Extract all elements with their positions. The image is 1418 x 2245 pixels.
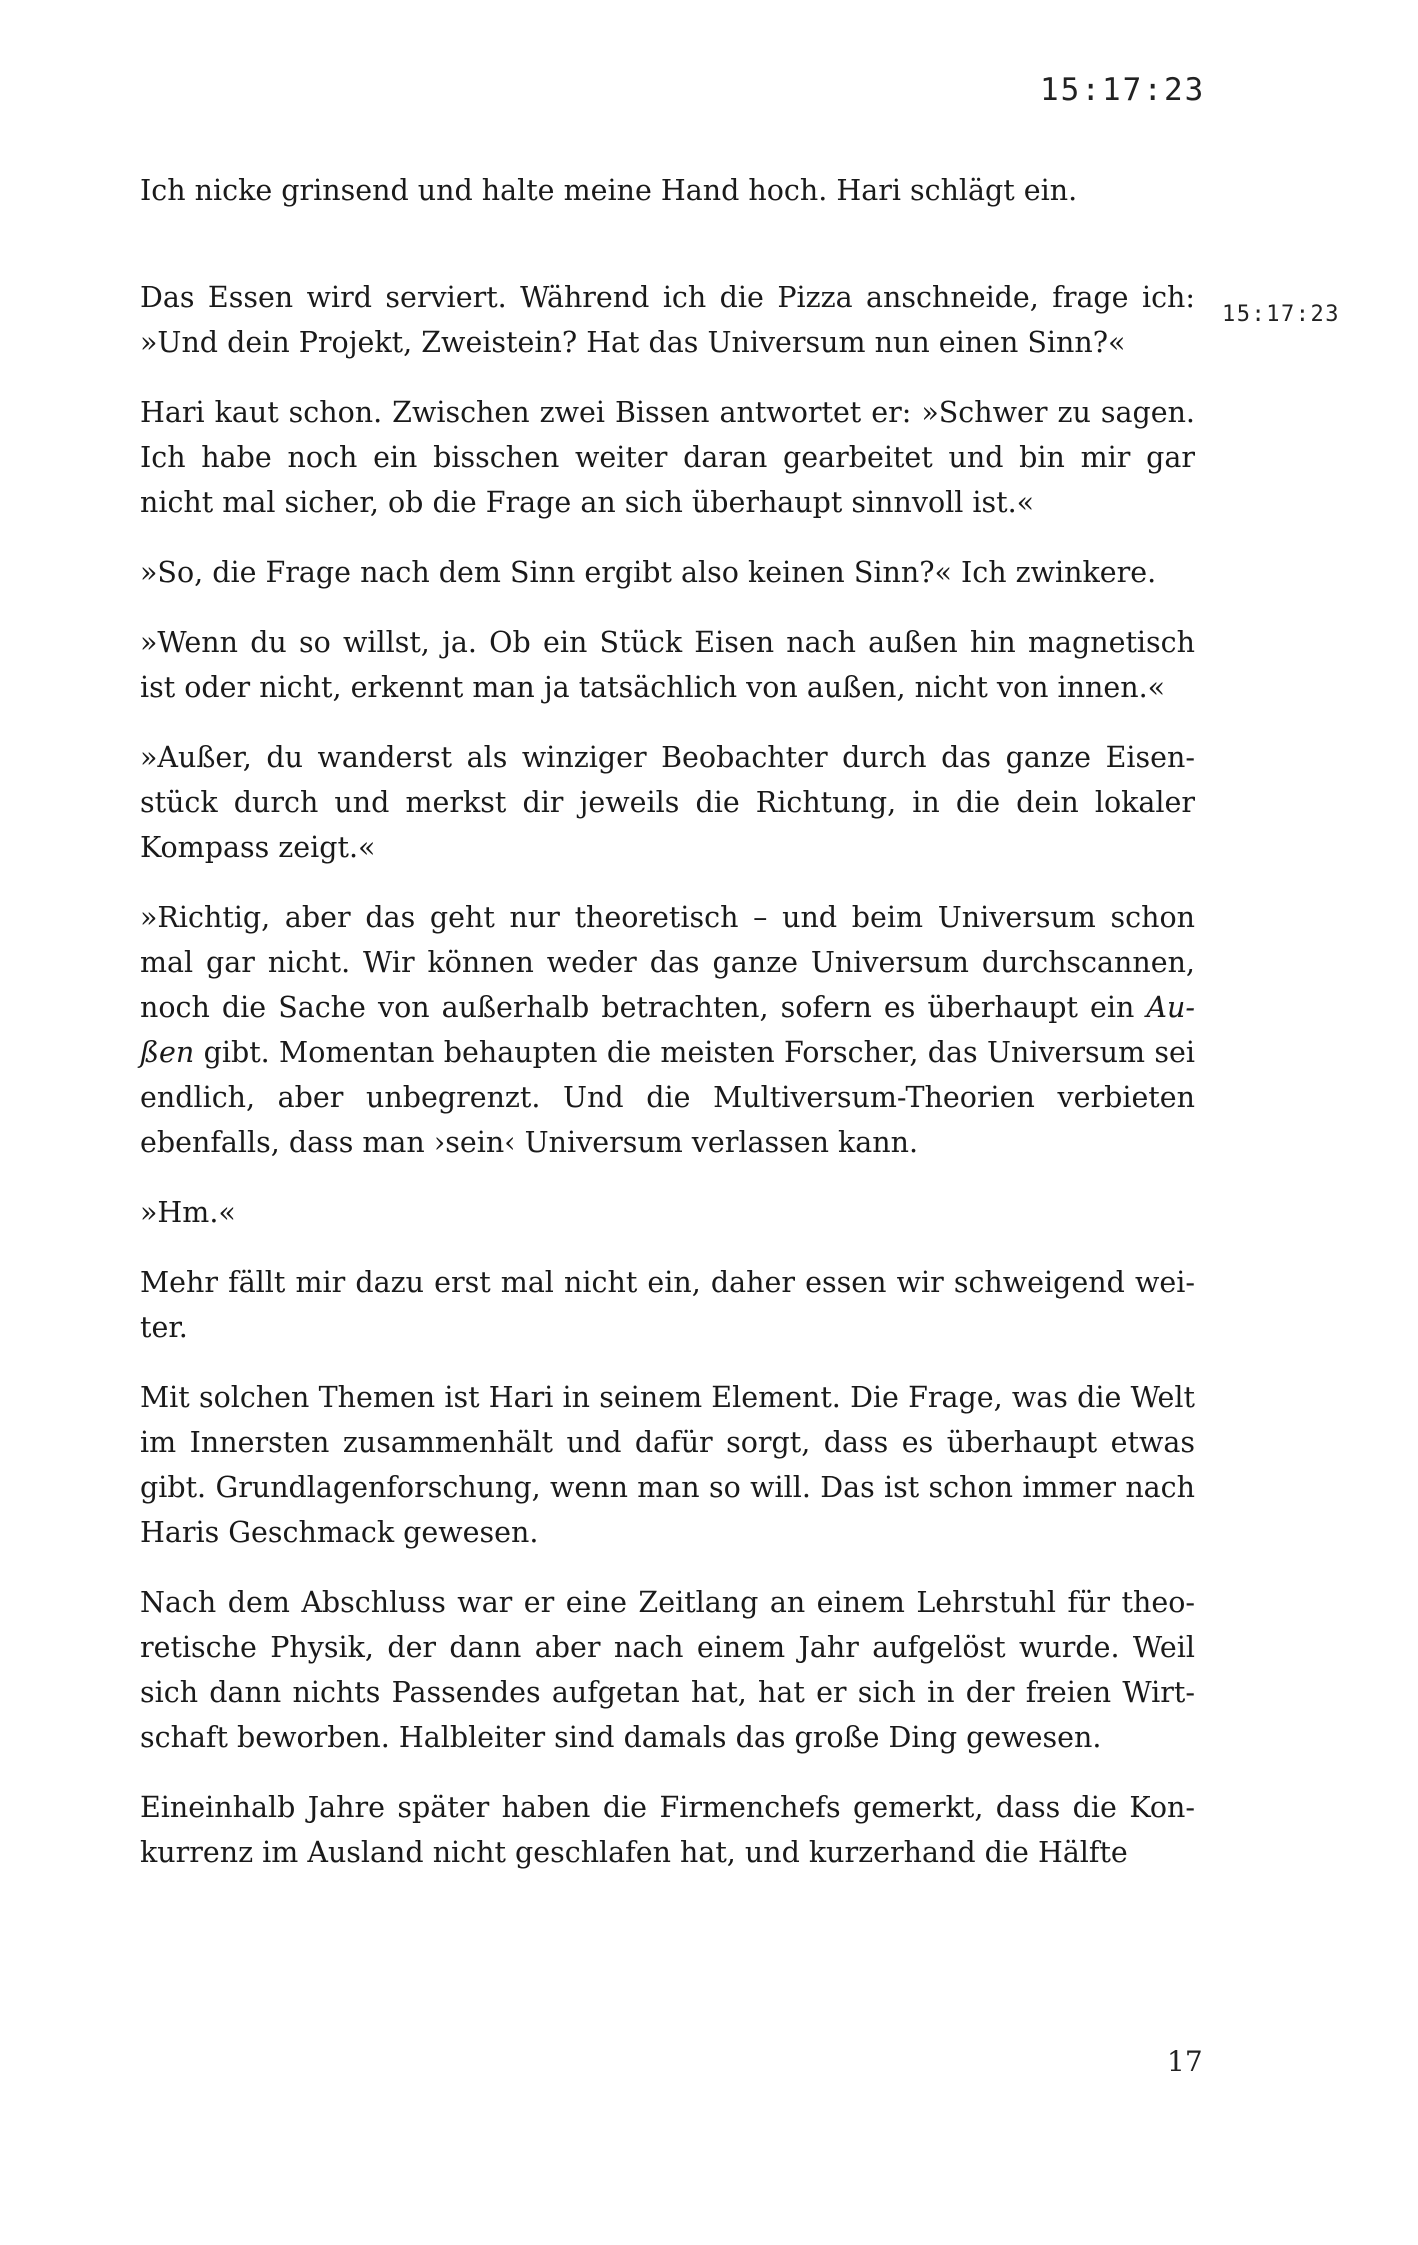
paragraph-text: gibt. Momentan behaupten die meisten Forscher, das Universum sei endlich, aber unbegrenzt. Und die Multiversum-Theorien verbieten ebenfalls, dass man ›sein‹ Universum verlassen kann. [140, 1036, 1195, 1159]
paragraph: »Wenn du so willst, ja. Ob ein Stück Eisen nach außen hin magnetisch ist oder nicht, erkennt man ja tatsächlich von außen, nicht von innen.« [140, 626, 1195, 704]
emphasized-word: Außen [140, 991, 1195, 1069]
paragraph: »So, die Frage nach dem Sinn ergibt also keinen Sinn?« Ich zwinkere. [140, 556, 1157, 589]
paragraph: Hari kaut schon. Zwischen zwei Bissen antwortet er: »Schwer zu sagen. Ich habe noch ein bisschen weiter daran gearbeitet und bin mir gar nicht mal sicher, ob die Frage an sich überhaupt sinnvoll ist.« [140, 396, 1195, 519]
paragraph: Eineinhalb Jahre später haben die Firmenchefs gemerkt, dass die Konkurrenz im Ausland nicht geschlafen hat, und kurzerhand die Hälfte [140, 1791, 1195, 1869]
paragraph-text: »Richtig, aber das geht nur theoretisch – und beim Universum schon mal gar nicht. Wir können weder das ganze Universum durchscannen, noch die Sache von außerhalb betrachten, sofern es überhaupt ein [140, 901, 1195, 1024]
body-text [140, 168, 1195, 1900]
paragraph [140, 895, 1195, 1165]
header-timestamp: 15:17:23 [1040, 72, 1206, 108]
page-number: 17 [1167, 2045, 1203, 2078]
paragraph: »Außer, du wanderst als winziger Beobachter durch das ganze Eisenstück durch und merkst dir jeweils die Richtung, in die dein lokaler Kompass zeigt.« [140, 741, 1195, 864]
paragraph: Ich nicke grinsend und halte meine Hand hoch. Hari schlägt ein. [140, 174, 1078, 207]
paragraph: Nach dem Abschluss war er eine Zeitlang an einem Lehrstuhl für theoretische Physik, der dann aber nach einem Jahr aufgelöst wurde. Weil sich dann nichts Passendes aufgetan hat, hat er sich in der freien Wirtschaft beworben. Halbleiter sind damals das große Ding gewesen. [140, 1586, 1195, 1754]
paragraph: Mit solchen Themen ist Hari in seinem Element. Die Frage, was die Welt im Innersten zusammenhält und dafür sorgt, dass es überhaupt etwas gibt. Grundlagenforschung, wenn man so will. Das ist schon immer nach Haris Geschmack gewesen. [140, 1381, 1195, 1549]
paragraph: »Hm.« [140, 1196, 236, 1229]
paragraph: Mehr fällt mir dazu erst mal nicht ein, daher essen wir schweigend weiter. [140, 1266, 1195, 1344]
paragraph: Das Essen wird serviert. Während ich die Pizza anschneide, frage ich: »Und dein Projekt, Zweistein? Hat das Universum nun einen Sinn?« [140, 281, 1195, 359]
margin-timestamp: 15:17:23 [1222, 302, 1340, 327]
